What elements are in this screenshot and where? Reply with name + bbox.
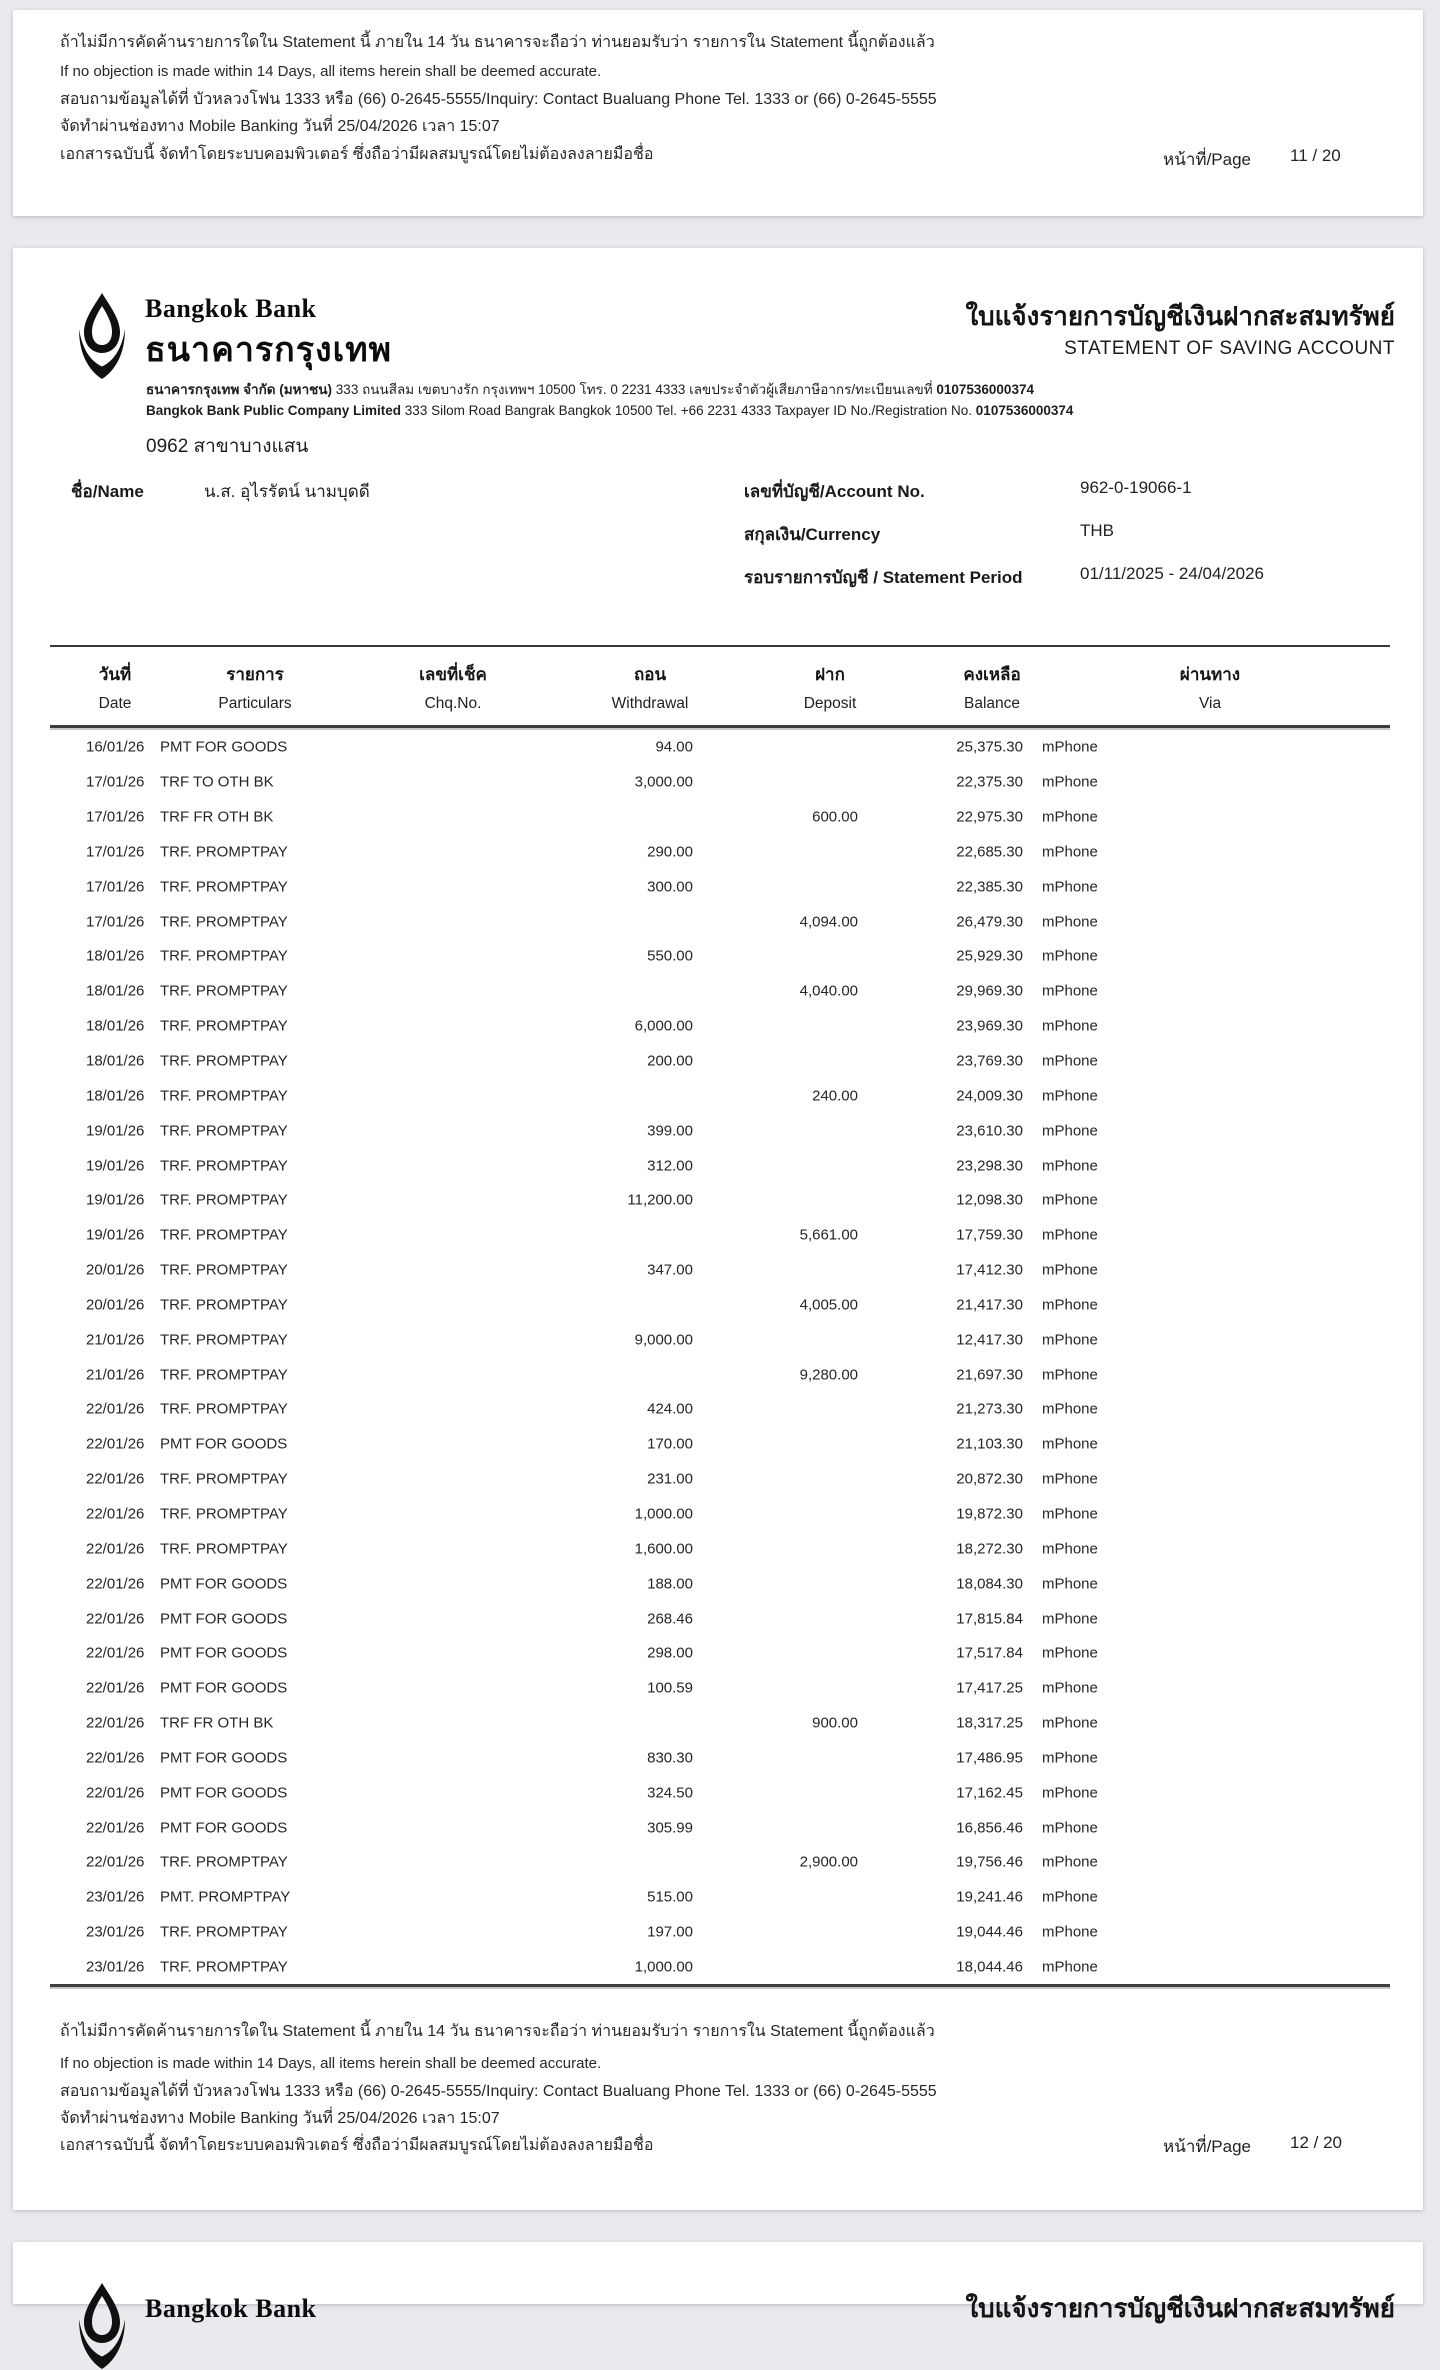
row-balance: 20,872.30 bbox=[956, 1470, 1023, 1488]
row-date: 22/01/26 bbox=[86, 1435, 145, 1453]
table-row bbox=[50, 1880, 1390, 1915]
row-balance: 23,298.30 bbox=[956, 1157, 1023, 1175]
table-row bbox=[50, 1601, 1390, 1636]
col-header-particulars-th: รายการ bbox=[226, 665, 284, 684]
col-header-deposit-th: ฝาก bbox=[815, 665, 845, 684]
row-via: mPhone bbox=[1042, 808, 1098, 826]
row-deposit: 5,661.00 bbox=[799, 1226, 858, 1244]
row-balance: 12,098.30 bbox=[956, 1191, 1023, 1209]
row-balance: 26,479.30 bbox=[956, 913, 1023, 931]
generated-via-note: จัดทำผ่านช่องทาง Mobile Banking วันที่ 25/04/2026 เวลา 15:07 bbox=[60, 2110, 500, 2127]
row-balance: 21,697.30 bbox=[956, 1366, 1023, 1384]
table-row bbox=[50, 1775, 1390, 1810]
row-date: 19/01/26 bbox=[86, 1191, 145, 1209]
bank-address-th: ธนาคารกรุงเทพ จำกัด (มหาชน) 333 ถนนสีลม เขตบางรัก กรุงเทพฯ 10500 โทร. 0 2231 4333 เลขประจำตัวผู้เสียภาษีอากร/ทะเบียนเลขที่ 0107536000374 bbox=[146, 382, 1034, 397]
row-balance: 17,412.30 bbox=[956, 1261, 1023, 1279]
row-date: 22/01/26 bbox=[86, 1853, 145, 1871]
row-via: mPhone bbox=[1042, 1679, 1098, 1697]
row-via: mPhone bbox=[1042, 773, 1098, 791]
row-balance: 12,417.30 bbox=[956, 1331, 1023, 1349]
row-via: mPhone bbox=[1042, 1749, 1098, 1767]
row-balance: 22,685.30 bbox=[956, 843, 1023, 861]
row-deposit: 240.00 bbox=[812, 1087, 858, 1105]
row-via: mPhone bbox=[1042, 1052, 1098, 1070]
row-balance: 17,162.45 bbox=[956, 1784, 1023, 1802]
row-withdrawal: 830.30 bbox=[647, 1749, 693, 1767]
row-date: 19/01/26 bbox=[86, 1226, 145, 1244]
row-particulars: TRF. PROMPTPAY bbox=[160, 1017, 288, 1035]
row-balance: 19,044.46 bbox=[956, 1923, 1023, 1941]
row-deposit: 2,900.00 bbox=[799, 1853, 858, 1871]
row-date: 22/01/26 bbox=[86, 1540, 145, 1558]
row-particulars: TRF. PROMPTPAY bbox=[160, 1400, 288, 1418]
row-date: 19/01/26 bbox=[86, 1122, 145, 1140]
table-row bbox=[50, 800, 1390, 835]
row-via: mPhone bbox=[1042, 1400, 1098, 1418]
row-via: mPhone bbox=[1042, 878, 1098, 896]
row-via: mPhone bbox=[1042, 1331, 1098, 1349]
row-via: mPhone bbox=[1042, 1819, 1098, 1837]
table-row bbox=[50, 974, 1390, 1009]
table-row bbox=[50, 904, 1390, 939]
row-particulars: TRF. PROMPTPAY bbox=[160, 1958, 288, 1976]
computer-generated-note: เอกสารฉบับนี้ จัดทำโดยระบบคอมพิวเตอร์ ซึ่งถือว่ามีผลสมบูรณ์โดยไม่ต้องลงลายมือชื่อ bbox=[60, 2137, 654, 2154]
table-row bbox=[50, 1113, 1390, 1148]
row-balance: 18,044.46 bbox=[956, 1958, 1023, 1976]
row-date: 17/01/26 bbox=[86, 843, 145, 861]
table-row bbox=[50, 1044, 1390, 1079]
row-withdrawal: 550.00 bbox=[647, 947, 693, 965]
statement-note-th: ถ้าไม่มีการคัดค้านรายการใดใน Statement นี้ ภายใน 14 วัน ธนาคารจะถือว่า ท่านยอมรับว่า รายการใน Statement นี้ถูกต้องแล้ว bbox=[60, 2023, 935, 2040]
table-rows bbox=[50, 730, 1390, 1987]
table-row bbox=[50, 1845, 1390, 1880]
transaction-table bbox=[50, 645, 1390, 1976]
row-date: 18/01/26 bbox=[86, 1052, 145, 1070]
col-header-balance-th: คงเหลือ bbox=[963, 665, 1021, 684]
row-withdrawal: 347.00 bbox=[647, 1261, 693, 1279]
bank-wordmark-th: ธนาคารกรุงเทพ bbox=[145, 331, 393, 369]
table-row bbox=[50, 1078, 1390, 1113]
row-via: mPhone bbox=[1042, 1470, 1098, 1488]
row-deposit: 4,094.00 bbox=[799, 913, 858, 931]
col-header-chqno-th: เลขที่เช็ค bbox=[419, 665, 487, 684]
row-date: 18/01/26 bbox=[86, 1087, 145, 1105]
row-withdrawal: 94.00 bbox=[655, 738, 693, 756]
col-header-via-en: Via bbox=[1198, 695, 1222, 712]
row-withdrawal: 9,000.00 bbox=[634, 1331, 693, 1349]
row-via: mPhone bbox=[1042, 1296, 1098, 1314]
statement-note-en: If no objection is made within 14 Days, all items herein shall be deemed accurate. bbox=[60, 63, 602, 80]
row-withdrawal: 312.00 bbox=[647, 1157, 693, 1175]
row-withdrawal: 305.99 bbox=[647, 1819, 693, 1837]
row-balance: 19,872.30 bbox=[956, 1505, 1023, 1523]
table-row bbox=[50, 1706, 1390, 1741]
computer-generated-note: เอกสารฉบับนี้ จัดทำโดยระบบคอมพิวเตอร์ ซึ่งถือว่ามีผลสมบูรณ์โดยไม่ต้องลงลายมือชื่อ bbox=[60, 146, 654, 163]
row-balance: 19,756.46 bbox=[956, 1853, 1023, 1871]
row-date: 22/01/26 bbox=[86, 1470, 145, 1488]
col-header-deposit-en: Deposit bbox=[803, 695, 857, 712]
bank-wordmark-en: Bangkok Bank bbox=[145, 2294, 317, 2323]
row-date: 22/01/26 bbox=[86, 1610, 145, 1628]
table-row bbox=[50, 730, 1390, 765]
row-particulars: TRF. PROMPTPAY bbox=[160, 982, 288, 1000]
bangkok-bank-lotus-logo-icon bbox=[75, 2282, 129, 2370]
table-row bbox=[50, 939, 1390, 974]
row-balance: 17,517.84 bbox=[956, 1644, 1023, 1662]
row-via: mPhone bbox=[1042, 947, 1098, 965]
row-balance: 25,375.30 bbox=[956, 738, 1023, 756]
row-particulars: TRF. PROMPTPAY bbox=[160, 947, 288, 965]
table-row bbox=[50, 869, 1390, 904]
row-date: 17/01/26 bbox=[86, 878, 145, 896]
row-particulars: TRF. PROMPTPAY bbox=[160, 1087, 288, 1105]
row-particulars: TRF. PROMPTPAY bbox=[160, 1540, 288, 1558]
row-deposit: 900.00 bbox=[812, 1714, 858, 1732]
row-particulars: TRF. PROMPTPAY bbox=[160, 1366, 288, 1384]
row-via: mPhone bbox=[1042, 1888, 1098, 1906]
table-row bbox=[50, 1009, 1390, 1044]
row-via: mPhone bbox=[1042, 1017, 1098, 1035]
row-withdrawal: 6,000.00 bbox=[634, 1017, 693, 1035]
row-balance: 22,975.30 bbox=[956, 808, 1023, 826]
row-particulars: PMT FOR GOODS bbox=[160, 1679, 288, 1697]
table-row bbox=[50, 765, 1390, 800]
row-balance: 18,084.30 bbox=[956, 1575, 1023, 1593]
row-via: mPhone bbox=[1042, 1784, 1098, 1802]
table-row bbox=[50, 1288, 1390, 1323]
col-header-balance-en: Balance bbox=[963, 695, 1021, 712]
row-particulars: TRF. PROMPTPAY bbox=[160, 1191, 288, 1209]
row-withdrawal: 231.00 bbox=[647, 1470, 693, 1488]
row-date: 22/01/26 bbox=[86, 1714, 145, 1732]
row-balance: 24,009.30 bbox=[956, 1087, 1023, 1105]
col-header-date-th: วันที่ bbox=[98, 665, 132, 684]
name-label: ชื่อ/Name bbox=[71, 482, 144, 501]
row-withdrawal: 324.50 bbox=[647, 1784, 693, 1802]
row-particulars: TRF. PROMPTPAY bbox=[160, 1226, 288, 1244]
col-header-particulars-en: Particulars bbox=[218, 695, 292, 712]
row-particulars: TRF. PROMPTPAY bbox=[160, 1122, 288, 1140]
row-via: mPhone bbox=[1042, 1226, 1098, 1244]
page-13-card bbox=[13, 2242, 1423, 2323]
row-date: 23/01/26 bbox=[86, 1923, 145, 1941]
row-deposit: 600.00 bbox=[812, 808, 858, 826]
row-withdrawal: 188.00 bbox=[647, 1575, 693, 1593]
row-via: mPhone bbox=[1042, 738, 1098, 756]
row-date: 19/01/26 bbox=[86, 1157, 145, 1175]
row-withdrawal: 100.59 bbox=[647, 1679, 693, 1697]
row-particulars: PMT FOR GOODS bbox=[160, 1644, 288, 1662]
col-header-withdrawal-th: ถอน bbox=[633, 665, 667, 684]
row-balance: 21,417.30 bbox=[956, 1296, 1023, 1314]
table-row bbox=[50, 1810, 1390, 1845]
row-withdrawal: 399.00 bbox=[647, 1122, 693, 1140]
row-via: mPhone bbox=[1042, 1505, 1098, 1523]
row-via: mPhone bbox=[1042, 1958, 1098, 1976]
row-via: mPhone bbox=[1042, 1853, 1098, 1871]
row-via: mPhone bbox=[1042, 1923, 1098, 1941]
row-balance: 19,241.46 bbox=[956, 1888, 1023, 1906]
bank-address-en: Bangkok Bank Public Company Limited 333 Silom Road Bangrak Bangkok 10500 Tel. +66 2231 4333 Taxpayer ID No./Registration No. 0107536000374 bbox=[146, 403, 1074, 418]
table-row bbox=[50, 1915, 1390, 1950]
row-date: 18/01/26 bbox=[86, 947, 145, 965]
row-particulars: TRF. PROMPTPAY bbox=[160, 1261, 288, 1279]
row-via: mPhone bbox=[1042, 982, 1098, 1000]
row-particulars: TRF. PROMPTPAY bbox=[160, 1505, 288, 1523]
row-particulars: TRF. PROMPTPAY bbox=[160, 1853, 288, 1871]
row-particulars: PMT FOR GOODS bbox=[160, 1749, 288, 1767]
inquiry-note: สอบถามข้อมูลได้ที่ บัวหลวงโฟน 1333 หรือ (66) 0-2645-5555/Inquiry: Contact Bualuang Phone Tel. 1333 or (66) 0-2645-5555 bbox=[60, 2083, 937, 2100]
row-particulars: TRF FR OTH BK bbox=[160, 1714, 274, 1732]
row-balance: 23,969.30 bbox=[956, 1017, 1023, 1035]
table-row bbox=[50, 1183, 1390, 1218]
account-no-label: เลขที่บัญชี/Account No. bbox=[744, 482, 925, 501]
table-row bbox=[50, 1531, 1390, 1566]
bangkok-bank-lotus-logo-icon bbox=[75, 292, 129, 380]
row-date: 20/01/26 bbox=[86, 1296, 145, 1314]
row-particulars: TRF TO OTH BK bbox=[160, 773, 274, 791]
row-via: mPhone bbox=[1042, 1540, 1098, 1558]
row-via: mPhone bbox=[1042, 1087, 1098, 1105]
row-withdrawal: 1,000.00 bbox=[634, 1958, 693, 1976]
table-row bbox=[50, 1148, 1390, 1183]
row-particulars: PMT FOR GOODS bbox=[160, 1435, 288, 1453]
row-withdrawal: 197.00 bbox=[647, 1923, 693, 1941]
document-title-en: STATEMENT OF SAVING ACCOUNT bbox=[1064, 338, 1395, 359]
table-row bbox=[50, 1497, 1390, 1532]
row-particulars: TRF. PROMPTPAY bbox=[160, 1331, 288, 1349]
row-particulars: TRF. PROMPTPAY bbox=[160, 913, 288, 931]
row-balance: 22,385.30 bbox=[956, 878, 1023, 896]
currency-value: THB bbox=[1080, 521, 1114, 540]
statement-note-th: ถ้าไม่มีการคัดค้านรายการใดใน Statement นี้ ภายใน 14 วัน ธนาคารจะถือว่า ท่านยอมรับว่า รายการใน Statement นี้ถูกต้องแล้ว bbox=[60, 34, 935, 51]
page-indicator-label: หน้าที่/Page bbox=[1163, 2137, 1252, 2156]
row-particulars: PMT FOR GOODS bbox=[160, 1575, 288, 1593]
row-withdrawal: 300.00 bbox=[647, 878, 693, 896]
table-row bbox=[50, 1392, 1390, 1427]
row-via: mPhone bbox=[1042, 1122, 1098, 1140]
table-row bbox=[50, 1357, 1390, 1392]
table-row bbox=[50, 1427, 1390, 1462]
row-particulars: PMT FOR GOODS bbox=[160, 738, 288, 756]
row-via: mPhone bbox=[1042, 1575, 1098, 1593]
row-date: 21/01/26 bbox=[86, 1331, 145, 1349]
row-via: mPhone bbox=[1042, 1714, 1098, 1732]
col-header-via-th: ผ่านทาง bbox=[1179, 665, 1241, 684]
col-header-chqno-en: Chq.No. bbox=[424, 695, 482, 712]
account-no-value: 962-0-19066-1 bbox=[1080, 478, 1192, 497]
row-particulars: TRF. PROMPTPAY bbox=[160, 1470, 288, 1488]
row-date: 18/01/26 bbox=[86, 982, 145, 1000]
row-balance: 17,759.30 bbox=[956, 1226, 1023, 1244]
statement-note-en: If no objection is made within 14 Days, all items herein shall be deemed accurate. bbox=[60, 2055, 602, 2072]
document-title-th: ใบแจ้งรายการบัญชีเงินฝากสะสมทรัพย์ bbox=[965, 2293, 1395, 2323]
row-date: 22/01/26 bbox=[86, 1819, 145, 1837]
row-particulars: TRF. PROMPTPAY bbox=[160, 1296, 288, 1314]
row-balance: 21,273.30 bbox=[956, 1400, 1023, 1418]
row-balance: 17,417.25 bbox=[956, 1679, 1023, 1697]
row-particulars: TRF. PROMPTPAY bbox=[160, 878, 288, 896]
row-date: 23/01/26 bbox=[86, 1888, 145, 1906]
table-row bbox=[50, 1740, 1390, 1775]
col-header-date-en: Date bbox=[98, 695, 132, 712]
row-date: 22/01/26 bbox=[86, 1749, 145, 1767]
row-withdrawal: 298.00 bbox=[647, 1644, 693, 1662]
row-date: 17/01/26 bbox=[86, 808, 145, 826]
row-deposit: 4,040.00 bbox=[799, 982, 858, 1000]
document-title-th: ใบแจ้งรายการบัญชีเงินฝากสะสมทรัพย์ bbox=[965, 301, 1395, 331]
row-withdrawal: 1,600.00 bbox=[634, 1540, 693, 1558]
row-particulars: TRF. PROMPTPAY bbox=[160, 843, 288, 861]
page-indicator-label: หน้าที่/Page bbox=[1163, 150, 1252, 169]
row-particulars: TRF. PROMPTPAY bbox=[160, 1923, 288, 1941]
bank-wordmark-en: Bangkok Bank bbox=[145, 294, 317, 323]
row-balance: 16,856.46 bbox=[956, 1819, 1023, 1837]
row-particulars: PMT FOR GOODS bbox=[160, 1610, 288, 1628]
page-indicator-number: 12 / 20 bbox=[1290, 2133, 1342, 2152]
row-withdrawal: 200.00 bbox=[647, 1052, 693, 1070]
generated-via-note: จัดทำผ่านช่องทาง Mobile Banking วันที่ 25/04/2026 เวลา 15:07 bbox=[60, 118, 500, 135]
table-row bbox=[50, 1950, 1390, 1985]
row-particulars: TRF FR OTH BK bbox=[160, 808, 274, 826]
row-balance: 25,929.30 bbox=[956, 947, 1023, 965]
row-via: mPhone bbox=[1042, 1157, 1098, 1175]
row-date: 20/01/26 bbox=[86, 1261, 145, 1279]
row-balance: 23,769.30 bbox=[956, 1052, 1023, 1070]
row-particulars: PMT. PROMPTPAY bbox=[160, 1888, 291, 1906]
row-balance: 22,375.30 bbox=[956, 773, 1023, 791]
row-date: 22/01/26 bbox=[86, 1400, 145, 1418]
name-value: น.ส. อุไรรัตน์ นามบุดดี bbox=[204, 482, 370, 501]
row-particulars: TRF. PROMPTPAY bbox=[160, 1052, 288, 1070]
row-via: mPhone bbox=[1042, 913, 1098, 931]
row-deposit: 4,005.00 bbox=[799, 1296, 858, 1314]
row-balance: 17,815.84 bbox=[956, 1610, 1023, 1628]
row-date: 22/01/26 bbox=[86, 1505, 145, 1523]
row-withdrawal: 424.00 bbox=[647, 1400, 693, 1418]
row-balance: 17,486.95 bbox=[956, 1749, 1023, 1767]
row-via: mPhone bbox=[1042, 1644, 1098, 1662]
row-via: mPhone bbox=[1042, 1366, 1098, 1384]
row-via: mPhone bbox=[1042, 1261, 1098, 1279]
col-header-withdrawal-en: Withdrawal bbox=[611, 695, 689, 712]
row-via: mPhone bbox=[1042, 1610, 1098, 1628]
currency-label: สกุลเงิน/Currency bbox=[744, 525, 881, 544]
row-date: 17/01/26 bbox=[86, 773, 145, 791]
page-12-card bbox=[13, 248, 1423, 2210]
row-particulars: PMT FOR GOODS bbox=[160, 1784, 288, 1802]
row-particulars: TRF. PROMPTPAY bbox=[160, 1157, 288, 1175]
table-row bbox=[50, 835, 1390, 870]
row-particulars: PMT FOR GOODS bbox=[160, 1819, 288, 1837]
row-withdrawal: 3,000.00 bbox=[634, 773, 693, 791]
table-row bbox=[50, 1322, 1390, 1357]
table-row bbox=[50, 1671, 1390, 1706]
row-date: 18/01/26 bbox=[86, 1017, 145, 1035]
page-11-card bbox=[13, 10, 1423, 216]
table-row bbox=[50, 1636, 1390, 1671]
row-deposit: 9,280.00 bbox=[799, 1366, 858, 1384]
row-date: 22/01/26 bbox=[86, 1644, 145, 1662]
row-withdrawal: 290.00 bbox=[647, 843, 693, 861]
row-withdrawal: 268.46 bbox=[647, 1610, 693, 1628]
period-value: 01/11/2025 - 24/04/2026 bbox=[1080, 564, 1265, 583]
row-withdrawal: 11,200.00 bbox=[627, 1191, 693, 1209]
row-date: 21/01/26 bbox=[86, 1366, 145, 1384]
row-date: 17/01/26 bbox=[86, 913, 145, 931]
branch-name: 0962 สาขาบางแสน bbox=[146, 436, 309, 457]
row-date: 16/01/26 bbox=[86, 738, 145, 756]
table-row bbox=[50, 1566, 1390, 1601]
table-row bbox=[50, 1253, 1390, 1288]
row-withdrawal: 515.00 bbox=[647, 1888, 693, 1906]
row-via: mPhone bbox=[1042, 843, 1098, 861]
row-withdrawal: 1,000.00 bbox=[634, 1505, 693, 1523]
period-label: รอบรายการบัญชี / Statement Period bbox=[744, 568, 1023, 587]
page-indicator-number: 11 / 20 bbox=[1290, 146, 1341, 165]
row-date: 22/01/26 bbox=[86, 1679, 145, 1697]
row-balance: 21,103.30 bbox=[956, 1435, 1023, 1453]
row-date: 22/01/26 bbox=[86, 1575, 145, 1593]
row-balance: 29,969.30 bbox=[956, 982, 1023, 1000]
row-via: mPhone bbox=[1042, 1191, 1098, 1209]
row-date: 23/01/26 bbox=[86, 1958, 145, 1976]
row-balance: 18,272.30 bbox=[956, 1540, 1023, 1558]
row-withdrawal: 170.00 bbox=[647, 1435, 693, 1453]
row-balance: 23,610.30 bbox=[956, 1122, 1023, 1140]
inquiry-note: สอบถามข้อมูลได้ที่ บัวหลวงโฟน 1333 หรือ (66) 0-2645-5555/Inquiry: Contact Bualuang Phone Tel. 1333 or (66) 0-2645-5555 bbox=[60, 91, 937, 108]
table-row bbox=[50, 1462, 1390, 1497]
table-row bbox=[50, 1218, 1390, 1253]
row-balance: 18,317.25 bbox=[956, 1714, 1023, 1732]
row-via: mPhone bbox=[1042, 1435, 1098, 1453]
row-date: 22/01/26 bbox=[86, 1784, 145, 1802]
